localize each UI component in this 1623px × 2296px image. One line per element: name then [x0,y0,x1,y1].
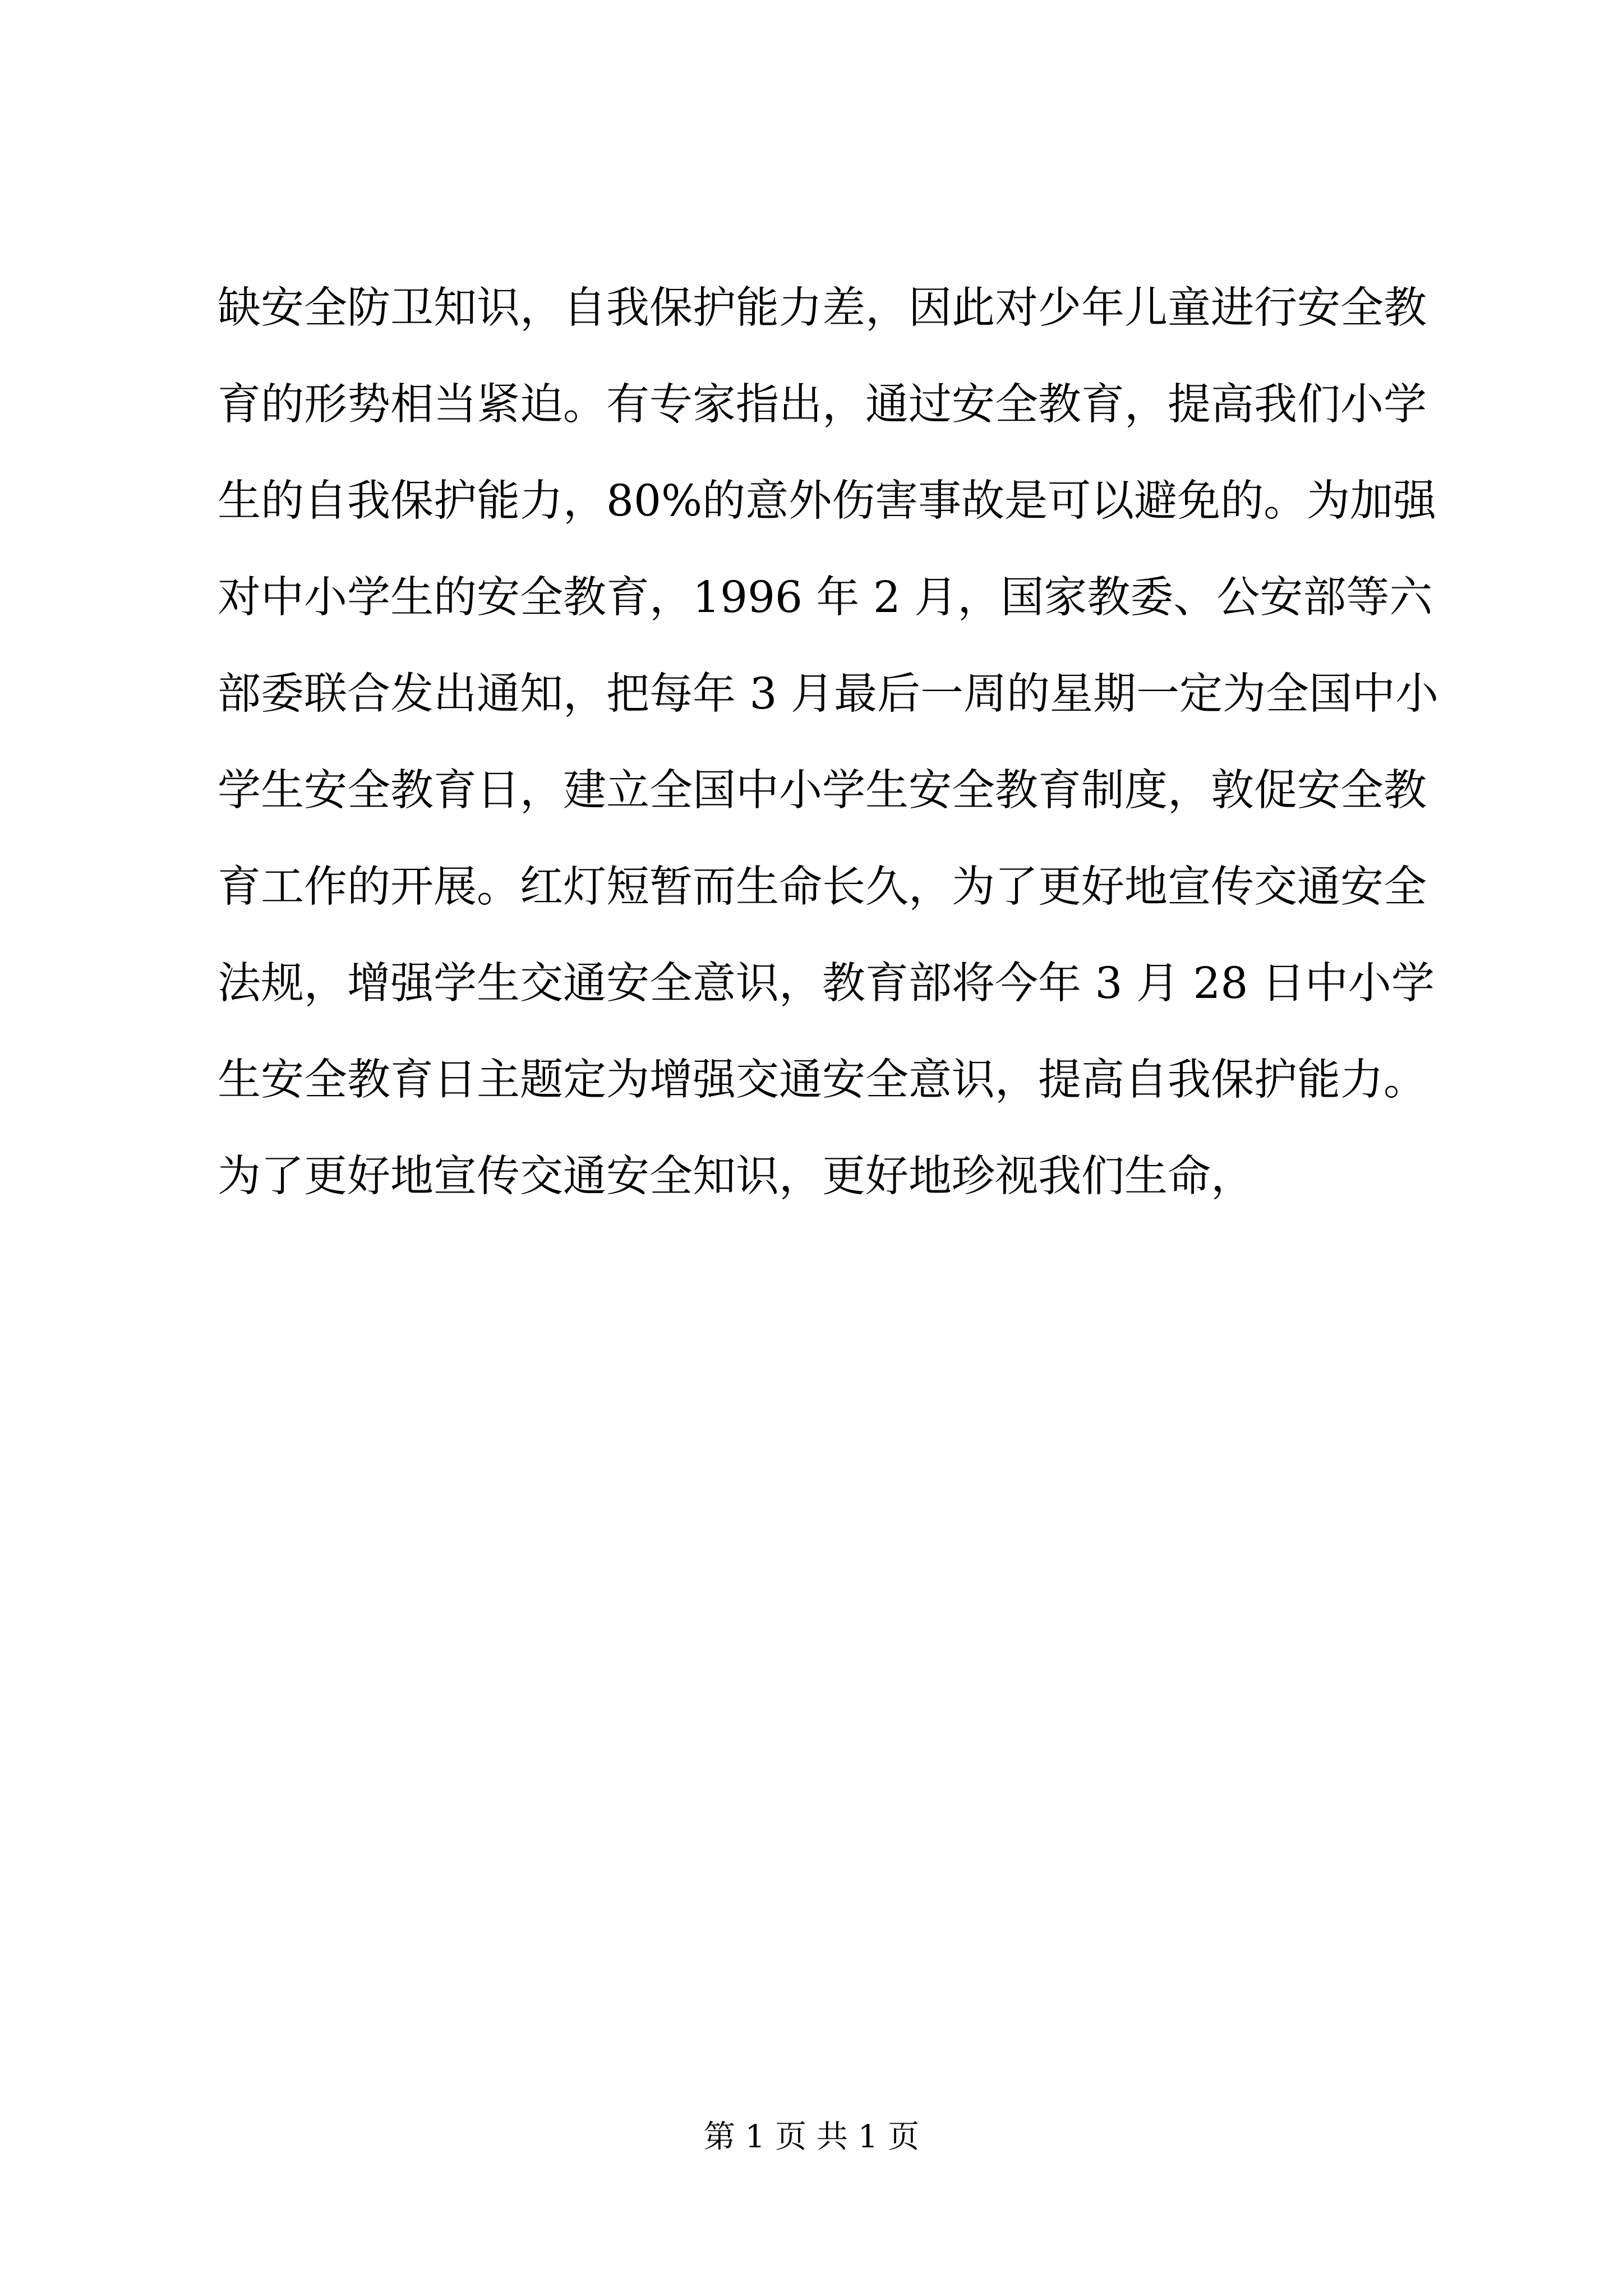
text-line: 育的形势相当紧迫。有专家指出，通过安全教育，提高我们小学 [218,380,1427,430]
text-line: 生安全教育日主题定为增强交通安全意识，提高自我保护能力。 [218,1055,1427,1105]
text-line: 学生安全教育日，建立全国中小学生安全教育制度，敦促安全教 [218,766,1427,816]
text-line: 育工作的开展。红灯短暂而生命长久，为了更好地宣传交通安全 [218,862,1427,912]
text-line: 对中小学生的安全教育，1996 年 2 月，国家教委、公安部等六 [218,573,1433,623]
text-line: 为了更好地宣传交通安全知识，更好地珍视我们生命， [218,1152,1254,1202]
text-line: 生的自我保护能力，80%的意外伤害事故是可以避免的。为加强 [218,476,1437,526]
body-paragraph [218,260,1438,1225]
text-line: 部委联合发出通知，把每年 3 月最后一周的星期一定为全国中小 [218,669,1438,719]
page-number-footer: 第 1 页 共 1 页 [703,2119,920,2155]
text-line: 法规，增强学生交通安全意识，教育部将今年 3 月 28 日中小学 [218,959,1435,1009]
text-line: 缺安全防卫知识，自我保护能力差，因此对少年儿童进行安全教 [218,283,1427,333]
